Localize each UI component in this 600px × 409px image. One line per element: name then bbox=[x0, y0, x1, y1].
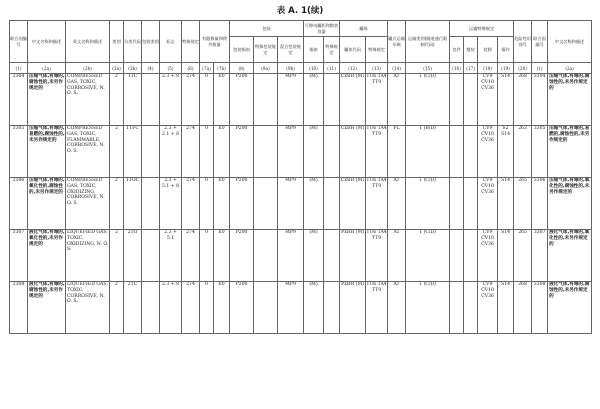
loading-cell: CV9 CV10 CV36 bbox=[478, 230, 498, 282]
english-name-cell: COMPRESSED GAS, TOXIC, OXIDIZING, CORROSIVE, N. O. S. bbox=[66, 178, 110, 230]
excepted-quantity-cell: E0 bbox=[214, 178, 230, 230]
un-number-cell: 3307 bbox=[10, 230, 28, 282]
special-packing-cell bbox=[254, 282, 278, 334]
tank-special-cell bbox=[324, 230, 340, 282]
packages-cell bbox=[450, 230, 464, 282]
header-hazard-id: 危险性识别号 bbox=[514, 21, 532, 63]
packages-cell bbox=[450, 282, 464, 334]
column-number: (10) bbox=[304, 63, 324, 74]
table-row bbox=[10, 230, 592, 282]
column-number: (12) bbox=[340, 63, 366, 74]
chinese-name-repeat-cell: 液化气体,有毒的,腐蚀性的,未另作规定的 bbox=[548, 282, 592, 334]
hazard-id-cell: 263 bbox=[514, 126, 532, 178]
limited-quantity-cell: 0 bbox=[200, 126, 214, 178]
un-number-repeat-cell: 3305 bbox=[532, 126, 548, 178]
tank-vehicle-cell: FL bbox=[388, 126, 406, 178]
loading-cell: CV9 CV10 CV36 bbox=[478, 282, 498, 334]
tank-special-cell bbox=[324, 74, 340, 126]
packing-instruction-cell: P200 bbox=[230, 74, 254, 126]
tank-special-2-cell: TU6 TA4 TT9 bbox=[366, 230, 388, 282]
header-un-number-repeat: 联合国编号 bbox=[532, 21, 548, 63]
transport-category-cell: 1 (C/D) bbox=[406, 178, 450, 230]
table-row bbox=[10, 178, 592, 230]
loading-cell: CV9 CV10 CV36 bbox=[478, 178, 498, 230]
special-provisions-cell: 274 bbox=[182, 178, 200, 230]
tank-code-cell: PxBH (M) bbox=[340, 230, 366, 282]
packing-group-cell bbox=[142, 178, 160, 230]
header-tank-instructions: 指南 bbox=[304, 37, 324, 63]
column-number: (2a) bbox=[548, 63, 592, 74]
column-number: (1) bbox=[532, 63, 548, 74]
class-cell: 2 bbox=[110, 178, 124, 230]
special-provisions-cell: 274 bbox=[182, 74, 200, 126]
column-number: (3b) bbox=[124, 63, 142, 74]
labels-cell: 2.3 + 5.1 + 8 bbox=[160, 178, 182, 230]
column-number: (19) bbox=[498, 63, 514, 74]
column-number: (7a) bbox=[200, 63, 214, 74]
excepted-quantity-cell: E0 bbox=[214, 282, 230, 334]
hazard-id-cell: 268 bbox=[514, 74, 532, 126]
chinese-name-repeat-cell: 液化气体,有毒的,氧化性的,未另作规定的 bbox=[548, 230, 592, 282]
transport-category-cell: 1 (C/D) bbox=[406, 282, 450, 334]
class-cell: 2 bbox=[110, 282, 124, 334]
bulk-cell bbox=[464, 230, 478, 282]
tank-instruction-cell: (M) bbox=[304, 282, 324, 334]
tank-special-cell bbox=[324, 282, 340, 334]
chinese-name-cell: 液化气体,有毒的,腐蚀性的,未另作规定的 bbox=[28, 282, 66, 334]
transport-category-cell: 1 (C/D) bbox=[406, 74, 450, 126]
mixed-packing-cell: MP9 bbox=[278, 230, 304, 282]
classification-code-cell: 2TC bbox=[124, 282, 142, 334]
tank-vehicle-cell: AT bbox=[388, 230, 406, 282]
mixed-packing-cell: MP9 bbox=[278, 282, 304, 334]
header-mixed-packing: 混合包装规定 bbox=[278, 37, 304, 63]
tank-code-cell: CxBH (M) bbox=[340, 178, 366, 230]
column-number: (17) bbox=[464, 63, 478, 74]
header-chinese-name: 中文名称和描述 bbox=[28, 21, 66, 63]
tank-special-cell bbox=[324, 178, 340, 230]
chinese-name-cell: 压缩气体,有毒的,氧化性的,腐蚀性的,未另作规定的 bbox=[28, 178, 66, 230]
operation-cell: S2 S14 bbox=[498, 126, 514, 178]
excepted-quantity-cell: E0 bbox=[214, 126, 230, 178]
special-provisions-cell: 274 bbox=[182, 282, 200, 334]
column-number: (5) bbox=[160, 63, 182, 74]
loading-cell: CV9 CV10 CV36 bbox=[478, 74, 498, 126]
limited-quantity-cell: 0 bbox=[200, 230, 214, 282]
transport-category-cell: 1 (C/D) bbox=[406, 230, 450, 282]
tank-special-2-cell: TU6 TA4 TT9 bbox=[366, 178, 388, 230]
special-packing-cell bbox=[254, 74, 278, 126]
class-cell: 2 bbox=[110, 126, 124, 178]
header-chinese-name-repeat: 中文名称和描述 bbox=[548, 21, 592, 63]
limited-quantity-cell: 0 bbox=[200, 74, 214, 126]
header-loading: 装卸 bbox=[478, 37, 498, 63]
hazard-id-cell: 265 bbox=[514, 178, 532, 230]
header-special-provisions: 特殊规定 bbox=[182, 21, 200, 63]
packing-group-cell bbox=[142, 282, 160, 334]
chinese-name-repeat-cell: 压缩气体,有毒的,腐蚀性的,未另作规定的 bbox=[548, 74, 592, 126]
header-tank-code: 罐体代码 bbox=[340, 37, 366, 63]
labels-cell: 2.3 + 2.1 + 8 bbox=[160, 126, 182, 178]
special-provisions-cell: 274 bbox=[182, 126, 200, 178]
header-tank-group: 可移动罐柜和散装容器 bbox=[304, 21, 340, 37]
column-number: (9a) bbox=[254, 63, 278, 74]
header-english-name: 英文名称和描述 bbox=[66, 21, 110, 63]
tank-vehicle-cell: AT bbox=[388, 282, 406, 334]
header-tank-special: 特殊规定 bbox=[324, 37, 340, 63]
table-title: 表 A. 1(续) bbox=[276, 6, 324, 16]
column-number: (18) bbox=[478, 63, 498, 74]
header-packing-instructions: 包装指南 bbox=[230, 37, 254, 63]
column-number: (20) bbox=[514, 63, 532, 74]
column-number: (3a) bbox=[110, 63, 124, 74]
header-limited-quantities: 有限数量和例外数量 bbox=[200, 21, 230, 63]
column-number: (7b) bbox=[214, 63, 230, 74]
packing-group-cell bbox=[142, 126, 160, 178]
column-number: (16) bbox=[450, 63, 464, 74]
dangerous-goods-table bbox=[9, 20, 592, 334]
operation-cell: S14 bbox=[498, 178, 514, 230]
bulk-cell bbox=[464, 282, 478, 334]
un-number-repeat-cell: 3306 bbox=[532, 178, 548, 230]
english-name-cell: COMPRESSED GAS, TOXIC, CORROSIVE, N. O. S. bbox=[66, 74, 110, 126]
special-packing-cell bbox=[254, 230, 278, 282]
header-vehicle-tank-group: 罐体 bbox=[340, 21, 388, 37]
header-packaging-group: 包装 bbox=[230, 21, 304, 37]
limited-quantity-cell: 0 bbox=[200, 178, 214, 230]
hazard-id-cell: 265 bbox=[514, 230, 532, 282]
bulk-cell bbox=[464, 178, 478, 230]
mixed-packing-cell: MP9 bbox=[278, 178, 304, 230]
header-special-transport-group: 运输特殊规定 bbox=[450, 21, 514, 37]
tank-instruction-cell: (M) bbox=[304, 230, 324, 282]
english-name-cell: COMPRESSED GAS, TOXIC, FLAMMABLE, CORROSIVE, N. O. S. bbox=[66, 126, 110, 178]
labels-cell: 2.3 + 5.1 bbox=[160, 230, 182, 282]
un-number-cell: 3308 bbox=[10, 282, 28, 334]
column-number: (11) bbox=[324, 63, 340, 74]
column-number: (4) bbox=[142, 63, 160, 74]
excepted-quantity-cell: E0 bbox=[214, 230, 230, 282]
packing-group-cell bbox=[142, 74, 160, 126]
un-number-cell: 3304 bbox=[10, 74, 28, 126]
packing-instruction-cell: P200 bbox=[230, 126, 254, 178]
labels-cell: 2.3 + 8 bbox=[160, 282, 182, 334]
tank-code-cell: CxBH (M) bbox=[340, 126, 366, 178]
header-tank-special-2: 特殊规定 bbox=[366, 37, 388, 63]
packages-cell bbox=[450, 74, 464, 126]
limited-quantity-cell: 0 bbox=[200, 282, 214, 334]
un-number-cell: 3305 bbox=[10, 126, 28, 178]
chinese-name-repeat-cell: 压缩气体,有毒的,氧化性的,腐蚀性的,未另作规定的 bbox=[548, 178, 592, 230]
header-labels: 标志 bbox=[160, 21, 182, 63]
chinese-name-repeat-cell: 压缩气体,有毒的,易燃的,腐蚀性的,未另作规定的 bbox=[548, 126, 592, 178]
tank-special-cell bbox=[324, 126, 340, 178]
operation-cell: S14 bbox=[498, 230, 514, 282]
english-name-cell: LIQUEFIED GAS, TOXIC, OXIDIZING, N. O. S. bbox=[66, 230, 110, 282]
un-number-cell: 3306 bbox=[10, 178, 28, 230]
operation-cell: S14 bbox=[498, 74, 514, 126]
column-number-row bbox=[10, 63, 592, 74]
un-number-repeat-cell: 3307 bbox=[532, 230, 548, 282]
header-un-number: 联合国编号 bbox=[10, 21, 28, 63]
special-provisions-cell: 274 bbox=[182, 230, 200, 282]
packing-instruction-cell: P200 bbox=[230, 178, 254, 230]
english-name-cell: LIQUEFIED GAS, TOXIC, CORROSIVE, N. O. S. bbox=[66, 282, 110, 334]
classification-code-cell: 1TFC bbox=[124, 126, 142, 178]
header-packages: 包件 bbox=[450, 37, 464, 63]
transport-category-cell: 1 (B/D) bbox=[406, 126, 450, 178]
special-packing-cell bbox=[254, 178, 278, 230]
header-class: 类别 bbox=[110, 21, 124, 63]
classification-code-cell: 1TOC bbox=[124, 178, 142, 230]
tank-vehicle-cell: AT bbox=[388, 74, 406, 126]
hazard-id-cell: 268 bbox=[514, 282, 532, 334]
special-packing-cell bbox=[254, 126, 278, 178]
packing-group-cell bbox=[142, 230, 160, 282]
column-number: (2b) bbox=[66, 63, 110, 74]
operation-cell: S14 bbox=[498, 282, 514, 334]
header-tank-vehicle: 罐式运输车辆 bbox=[388, 21, 406, 63]
tank-special-2-cell: TU6 TA4 TT9 bbox=[366, 126, 388, 178]
header-operation: 操作 bbox=[498, 37, 514, 63]
chinese-name-cell: 液化气体,有毒的,氧化性的,未另作规定的 bbox=[28, 230, 66, 282]
column-number: (8) bbox=[230, 63, 254, 74]
class-cell: 2 bbox=[110, 74, 124, 126]
column-number: (1) bbox=[10, 63, 28, 74]
column-number: (15) bbox=[406, 63, 450, 74]
tank-special-2-cell: TU6 TA4 TT9 bbox=[366, 282, 388, 334]
column-number: (2a) bbox=[28, 63, 66, 74]
bulk-cell bbox=[464, 126, 478, 178]
chinese-name-cell: 压缩气体,有毒的,易燃的,腐蚀性的,未另作规定的 bbox=[28, 126, 66, 178]
header-transport-category: 运输类别(隧道通行限制代码) bbox=[406, 21, 450, 63]
tank-instruction-cell: (M) bbox=[304, 126, 324, 178]
tank-instruction-cell: (M) bbox=[304, 74, 324, 126]
bulk-cell bbox=[464, 74, 478, 126]
tank-instruction-cell: (M) bbox=[304, 178, 324, 230]
classification-code-cell: 2TO bbox=[124, 230, 142, 282]
column-number: (14) bbox=[388, 63, 406, 74]
mixed-packing-cell: MP9 bbox=[278, 126, 304, 178]
labels-cell: 2.3 + 8 bbox=[160, 74, 182, 126]
un-number-repeat-cell: 3308 bbox=[532, 282, 548, 334]
tank-code-cell: PxBH (M) bbox=[340, 282, 366, 334]
un-number-repeat-cell: 3304 bbox=[532, 74, 548, 126]
column-number: (13) bbox=[366, 63, 388, 74]
packages-cell bbox=[450, 126, 464, 178]
chinese-name-cell: 压缩气体,有毒的,腐蚀性的,未另作规定的 bbox=[28, 74, 66, 126]
header-special-packing: 特殊包装规定 bbox=[254, 37, 278, 63]
packages-cell bbox=[450, 178, 464, 230]
header-packing-group: 包装类别 bbox=[142, 21, 160, 63]
column-number: (9b) bbox=[278, 63, 304, 74]
packing-instruction-cell: P200 bbox=[230, 230, 254, 282]
loading-cell: CV9 CV10 CV36 bbox=[478, 126, 498, 178]
table-row bbox=[10, 74, 592, 126]
tank-special-2-cell: TU6 TA4 TT9 bbox=[366, 74, 388, 126]
packing-instruction-cell: P200 bbox=[230, 282, 254, 334]
header-classification-code: 分类代码 bbox=[124, 21, 142, 63]
excepted-quantity-cell: E0 bbox=[214, 74, 230, 126]
header-bulk: 散装 bbox=[464, 37, 478, 63]
classification-code-cell: 1TC bbox=[124, 74, 142, 126]
tank-vehicle-cell: AT bbox=[388, 178, 406, 230]
column-number: (6) bbox=[182, 63, 200, 74]
tank-code-cell: CxBH (M) bbox=[340, 74, 366, 126]
table-row bbox=[10, 282, 592, 334]
class-cell: 2 bbox=[110, 230, 124, 282]
table-row bbox=[10, 126, 592, 178]
mixed-packing-cell: MP9 bbox=[278, 74, 304, 126]
